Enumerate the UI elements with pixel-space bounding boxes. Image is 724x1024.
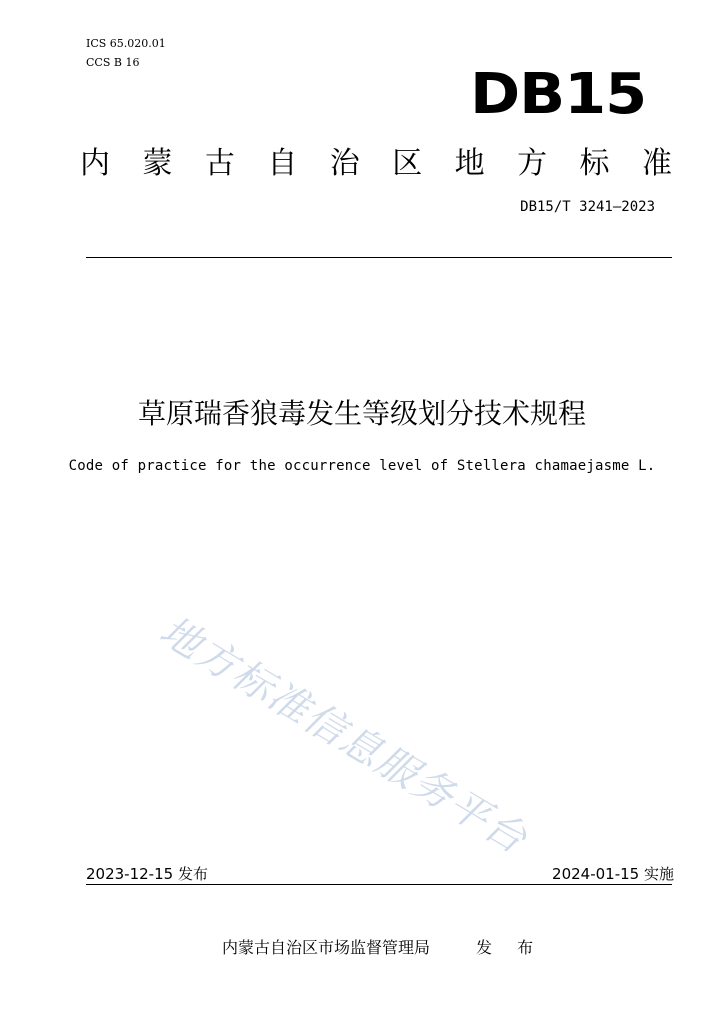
db15-logo: DB15 bbox=[470, 62, 647, 127]
standard-type-char: 古 bbox=[204, 146, 235, 181]
standard-type-char: 地 bbox=[454, 146, 485, 181]
standard-type-char: 自 bbox=[267, 146, 298, 181]
standard-type-char: 内 bbox=[80, 146, 110, 181]
publisher: 内蒙古自治区市场监督管理局 bbox=[222, 938, 431, 957]
standard-type-char: 区 bbox=[392, 146, 423, 181]
implementation-date: 2024-01-15 实施 bbox=[552, 865, 674, 883]
ics-code: ICS 65.020.01 bbox=[86, 37, 166, 50]
standard-type-char: 蒙 bbox=[142, 146, 173, 181]
title-chinese: 草原瑞香狼毒发生等级划分技术规程 bbox=[137, 397, 586, 430]
ccs-code: CCS B 16 bbox=[86, 56, 140, 69]
title-english: Code of practice for the occurrence level of Stellera chamaejasme L. bbox=[68, 458, 656, 474]
publisher-action: 发 布 bbox=[476, 938, 544, 957]
standard-type-char: 治 bbox=[329, 146, 360, 181]
standard-type-char: 方 bbox=[517, 146, 548, 181]
issue-date: 2023-12-15 发布 bbox=[86, 865, 208, 883]
top-divider bbox=[86, 257, 672, 258]
standard-number: DB15/T 3241—2023 bbox=[520, 199, 655, 215]
standard-type-char: 标 bbox=[579, 146, 610, 181]
bottom-divider bbox=[86, 884, 672, 885]
standard-type bbox=[80, 138, 672, 182]
standard-type-char: 准 bbox=[641, 146, 672, 181]
watermark: 地方标准信息服务平台 bbox=[151, 607, 536, 864]
